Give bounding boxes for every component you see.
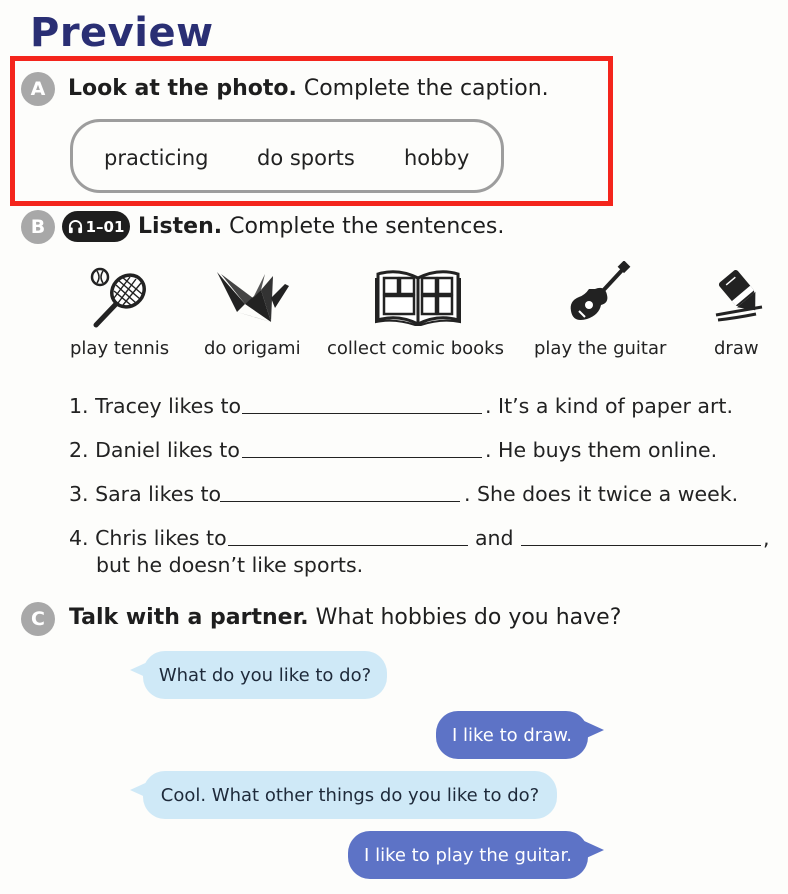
audio-track-button[interactable] xyxy=(62,211,130,242)
word-bank-item: do sports xyxy=(257,146,355,170)
sentence-number: 4. xyxy=(69,526,89,550)
word-bank xyxy=(70,119,504,193)
section-c-instruction-bold: Talk with a partner. xyxy=(69,605,309,630)
section-a-instruction-bold: Look at the photo. xyxy=(68,76,297,101)
dialogue-bubble-left: Cool. What other things do you like to do? xyxy=(143,771,557,819)
sentence-4-line2: but he doesn’t like sports. xyxy=(96,553,364,577)
picture-label-draw: draw xyxy=(714,338,759,359)
sentence-3 xyxy=(69,482,221,506)
answer-blank-4b[interactable] xyxy=(521,545,761,546)
picture-label-do-origami: do origami xyxy=(204,338,301,359)
sentence-1 xyxy=(69,394,241,418)
section-a-badge: A xyxy=(21,72,55,106)
sentence-4-middle: and xyxy=(475,526,514,550)
word-bank-item: hobby xyxy=(404,146,470,170)
comic-book-icon xyxy=(374,268,462,326)
dialogue-bubble-left: What do you like to do? xyxy=(143,651,387,699)
origami-crane-icon xyxy=(215,268,291,324)
sentence-4 xyxy=(69,526,227,550)
word-bank-item: practicing xyxy=(104,146,209,170)
section-b-badge: B xyxy=(21,210,55,244)
tennis-racket-icon xyxy=(88,263,152,329)
sentence-number: 3. xyxy=(69,482,89,506)
answer-blank-3[interactable] xyxy=(220,501,460,502)
drawing-pencil-icon xyxy=(710,263,768,323)
sentence-2 xyxy=(69,438,240,462)
section-a-instruction xyxy=(68,76,549,101)
dialogue-bubble-right: I like to draw. xyxy=(436,711,588,759)
section-c-badge: C xyxy=(21,602,55,636)
sentence-number: 2. xyxy=(69,438,89,462)
guitar-icon xyxy=(569,261,631,329)
audio-track-number: 1–01 xyxy=(85,217,125,236)
section-a-instruction-rest: Complete the caption. xyxy=(296,76,549,101)
picture-label-play-tennis: play tennis xyxy=(70,338,170,359)
sentence-text: Tracey likes to xyxy=(95,394,242,418)
answer-blank-2[interactable] xyxy=(242,457,482,458)
sentence-text: Sara likes to xyxy=(95,482,222,506)
sentence-2-end: . He buys them online. xyxy=(485,438,718,462)
sentence-text: Daniel likes to xyxy=(95,438,240,462)
picture-label-play-guitar: play the guitar xyxy=(534,338,667,359)
picture-label-collect-comic-books: collect comic books xyxy=(327,338,504,359)
answer-blank-4a[interactable] xyxy=(228,545,468,546)
page-title: Preview xyxy=(30,10,214,56)
headphones-icon xyxy=(68,219,83,234)
sentence-text: Chris likes to xyxy=(95,526,227,550)
dialogue-bubble-right: I like to play the guitar. xyxy=(348,831,588,879)
section-b-instruction-rest: Complete the sentences. xyxy=(222,214,505,239)
sentence-4-end: , xyxy=(763,526,770,550)
sentence-1-end: . It’s a kind of paper art. xyxy=(485,394,733,418)
sentence-number: 1. xyxy=(69,394,89,418)
section-b-instruction-bold: Listen. xyxy=(138,214,223,239)
answer-blank-1[interactable] xyxy=(242,413,482,414)
section-b-instruction xyxy=(138,214,504,239)
section-c-instruction xyxy=(69,605,621,630)
sentence-3-end: . She does it twice a week. xyxy=(464,482,739,506)
section-c-instruction-rest: What hobbies do you have? xyxy=(308,605,622,630)
